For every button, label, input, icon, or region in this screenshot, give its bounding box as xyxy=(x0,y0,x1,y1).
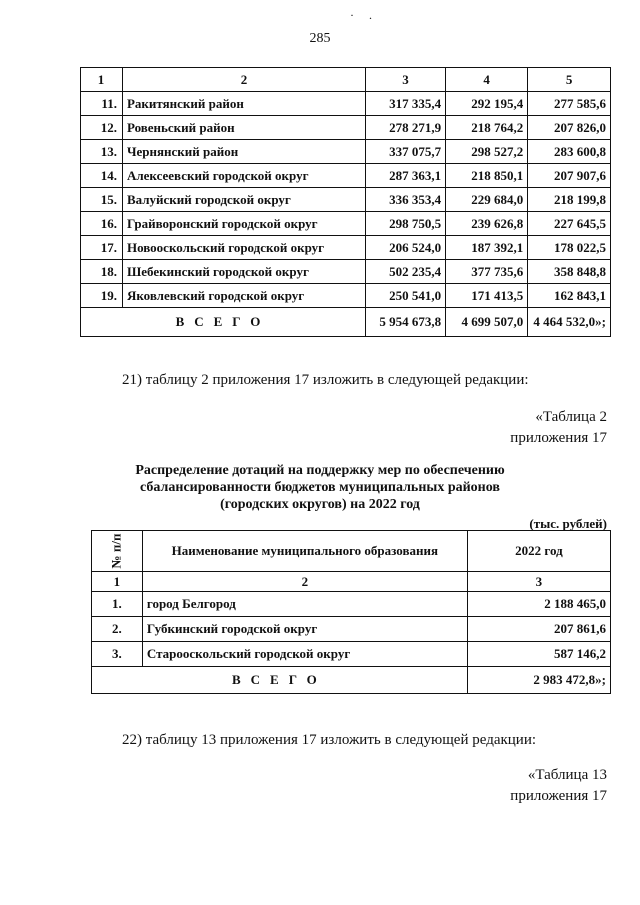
row-name: Шебекинский городской округ xyxy=(122,260,365,284)
row-value-4: 239 626,8 xyxy=(446,212,528,236)
row-name: город Белгород xyxy=(142,592,467,617)
row-value-3: 337 075,7 xyxy=(365,140,445,164)
row-name: Валуйский городской округ xyxy=(122,188,365,212)
table-header-row xyxy=(81,68,611,92)
header-col-3: 3 xyxy=(365,68,445,92)
table-row xyxy=(92,592,611,617)
row-number: 19. xyxy=(81,284,123,308)
row-number: 2. xyxy=(92,617,143,642)
row-number: 13. xyxy=(81,140,123,164)
row-value-5: 162 843,1 xyxy=(528,284,611,308)
row-value-4: 218 764,2 xyxy=(446,116,528,140)
subsidies-table-2022 xyxy=(91,530,611,694)
total-value-5: 4 464 532,0»; xyxy=(528,308,611,337)
row-name: Ракитянский район xyxy=(122,92,365,116)
units-label: (тыс. рублей) xyxy=(529,516,607,531)
table-row xyxy=(81,236,611,260)
row-value-3: 206 524,0 xyxy=(365,236,445,260)
header-col-4: 4 xyxy=(446,68,528,92)
paragraph-21: 21) таблицу 2 приложения 17 изложить в следующей редакции: xyxy=(122,372,529,388)
row-number: 15. xyxy=(81,188,123,212)
row-value-3: 298 750,5 xyxy=(365,212,445,236)
column-number-row xyxy=(92,572,611,592)
paragraph-22: 22) таблицу 13 приложения 17 изложить в следующей редакции: xyxy=(122,732,537,748)
row-name: Чернянский район xyxy=(122,140,365,164)
table-row xyxy=(81,212,611,236)
row-name: Яковлевский городской округ xyxy=(122,284,365,308)
header-col-2: 2 xyxy=(122,68,365,92)
row-name: Алексеевский городской округ xyxy=(122,164,365,188)
table-row xyxy=(81,164,611,188)
row-value-5: 358 848,8 xyxy=(528,260,611,284)
col-number-3: 3 xyxy=(467,572,610,592)
row-name: Ровеньский район xyxy=(122,116,365,140)
row-value-4: 218 850,1 xyxy=(446,164,528,188)
row-value-5: 207 826,0 xyxy=(528,116,611,140)
row-value-4: 229 684,0 xyxy=(446,188,528,212)
table-2-reference xyxy=(510,407,607,449)
row-name: Грайворонский городской округ xyxy=(122,212,365,236)
total-row xyxy=(81,308,611,337)
header-year: 2022 год xyxy=(467,531,610,572)
page-number: 285 xyxy=(309,31,331,46)
title-line-3: (городских округов) на 2022 год xyxy=(220,497,420,512)
total-row xyxy=(92,667,611,694)
row-value: 207 861,6 xyxy=(467,617,610,642)
subsidies-table-continued xyxy=(80,67,611,337)
row-value-4: 187 392,1 xyxy=(446,236,528,260)
total-value-3: 5 954 673,8 xyxy=(365,308,445,337)
row-number: 18. xyxy=(81,260,123,284)
header-number-text: № п/п xyxy=(108,533,124,569)
header-number xyxy=(92,531,143,572)
table-row xyxy=(81,260,611,284)
row-value-5: 277 585,6 xyxy=(528,92,611,116)
title-line-2: сбалансированности бюджетов муниципальных районов xyxy=(140,480,500,495)
table-row xyxy=(81,92,611,116)
row-value-3: 287 363,1 xyxy=(365,164,445,188)
col-number-2: 2 xyxy=(142,572,467,592)
row-value-3: 336 353,4 xyxy=(365,188,445,212)
title-line-1: Распределение дотаций на поддержку мер по обеспечению xyxy=(135,463,505,478)
row-value-3: 250 541,0 xyxy=(365,284,445,308)
row-number: 14. xyxy=(81,164,123,188)
row-value-4: 377 735,6 xyxy=(446,260,528,284)
table-row xyxy=(81,140,611,164)
row-value-5: 227 645,5 xyxy=(528,212,611,236)
row-value-3: 502 235,4 xyxy=(365,260,445,284)
row-value-5: 283 600,8 xyxy=(528,140,611,164)
row-name: Губкинский городской округ xyxy=(142,617,467,642)
row-value-5: 207 907,6 xyxy=(528,164,611,188)
row-value-5: 178 022,5 xyxy=(528,236,611,260)
table-row xyxy=(81,188,611,212)
page-marks: · . xyxy=(350,8,378,22)
table-2-title xyxy=(0,462,640,513)
table-2-label: «Таблица 2 xyxy=(535,409,607,425)
table-row xyxy=(92,642,611,667)
table-13-reference xyxy=(510,765,607,807)
row-number: 17. xyxy=(81,236,123,260)
table-row xyxy=(92,617,611,642)
header-name: Наименование муниципального образования xyxy=(142,531,467,572)
row-value-3: 317 335,4 xyxy=(365,92,445,116)
row-number: 12. xyxy=(81,116,123,140)
row-value: 2 188 465,0 xyxy=(467,592,610,617)
table-13-label: «Таблица 13 xyxy=(527,767,607,783)
total-value: 2 983 472,8»; xyxy=(467,667,610,694)
row-value-4: 171 413,5 xyxy=(446,284,528,308)
row-name: Новооскольский городской округ xyxy=(122,236,365,260)
row-value: 587 146,2 xyxy=(467,642,610,667)
total-value-4: 4 699 507,0 xyxy=(446,308,528,337)
row-number: 1. xyxy=(92,592,143,617)
table-header-row xyxy=(92,531,611,572)
table-row xyxy=(81,116,611,140)
table-row xyxy=(81,284,611,308)
total-label: ВСЕГО xyxy=(81,308,366,337)
row-number: 11. xyxy=(81,92,123,116)
row-value-5: 218 199,8 xyxy=(528,188,611,212)
appendix-17-label-2: приложения 17 xyxy=(510,788,607,804)
header-col-5: 5 xyxy=(528,68,611,92)
row-name: Старооскольский городской округ xyxy=(142,642,467,667)
row-value-4: 292 195,4 xyxy=(446,92,528,116)
row-number: 16. xyxy=(81,212,123,236)
header-col-1: 1 xyxy=(81,68,123,92)
row-number: 3. xyxy=(92,642,143,667)
row-value-3: 278 271,9 xyxy=(365,116,445,140)
row-value-4: 298 527,2 xyxy=(446,140,528,164)
total-label: ВСЕГО xyxy=(92,667,468,694)
appendix-17-label: приложения 17 xyxy=(510,430,607,446)
col-number-1: 1 xyxy=(92,572,143,592)
